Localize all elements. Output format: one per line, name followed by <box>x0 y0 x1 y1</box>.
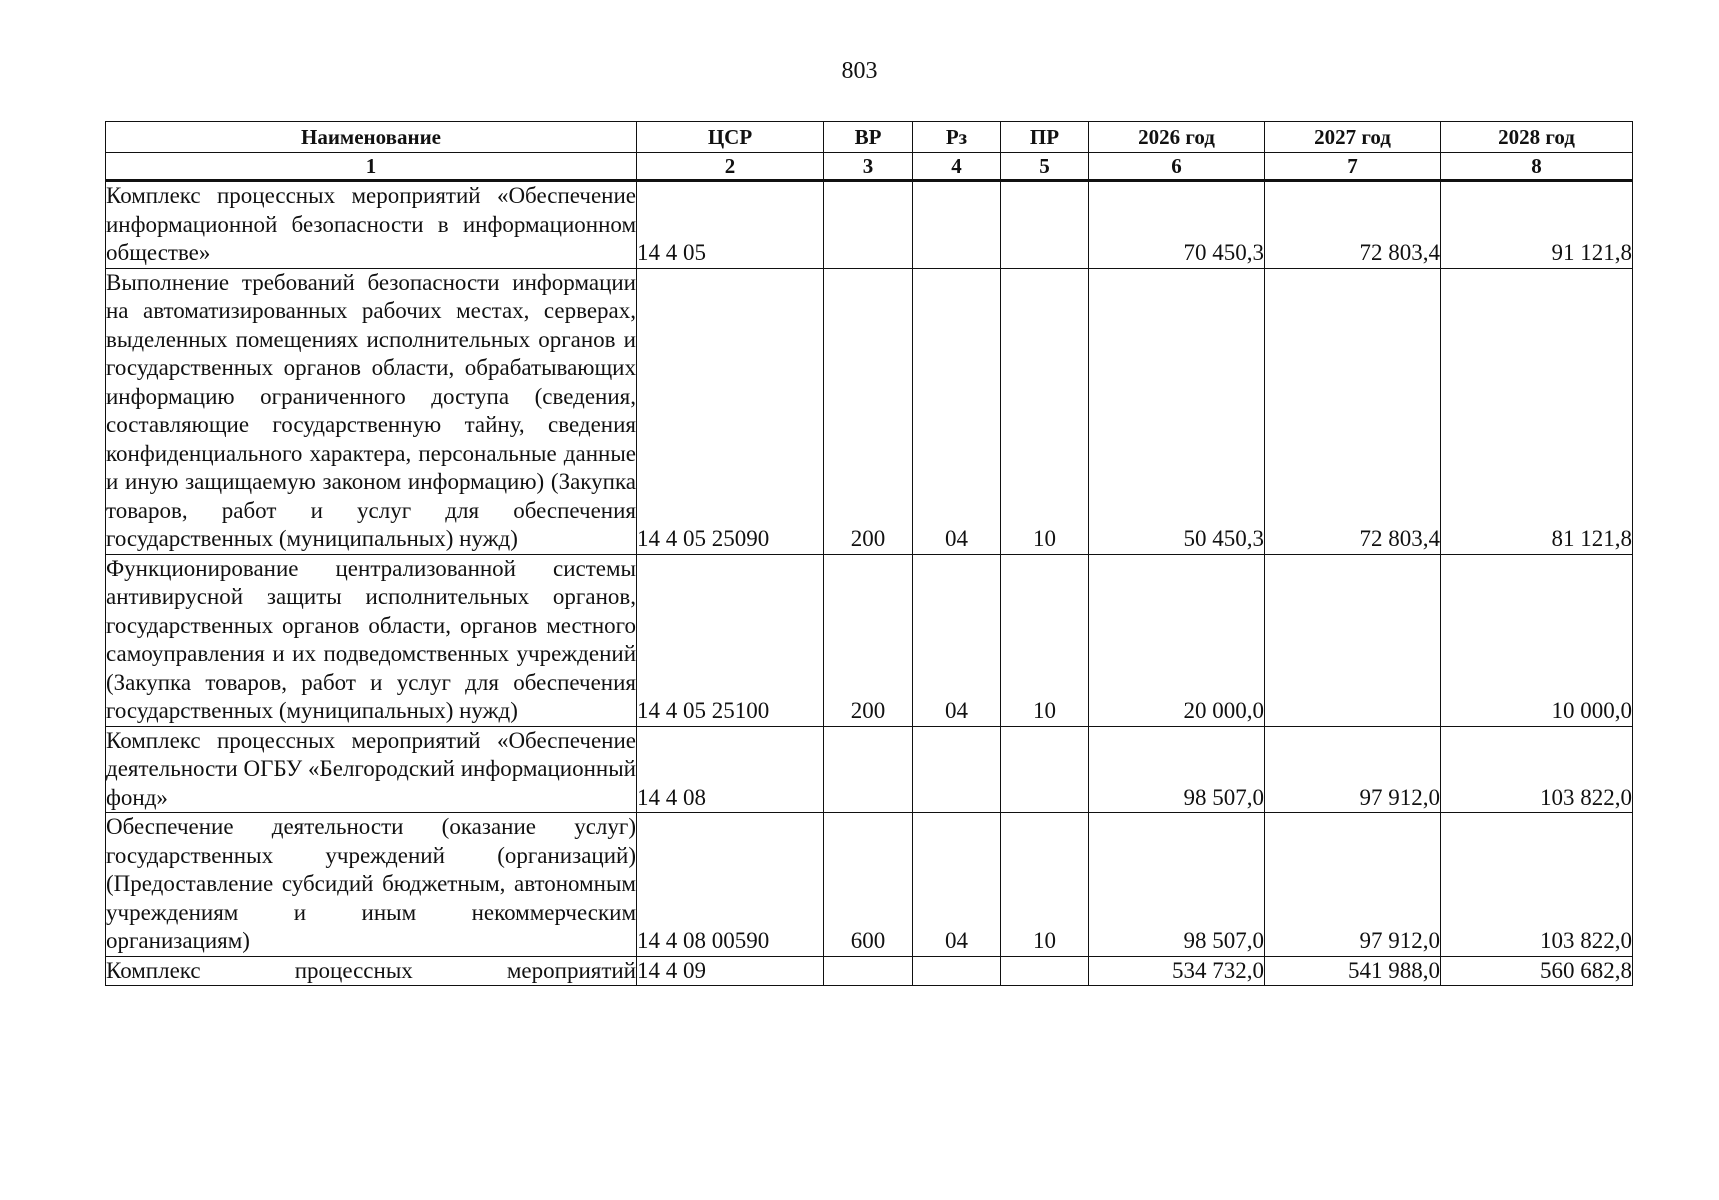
row-amount-2028: 10 000,0 <box>1441 554 1633 726</box>
row-pr <box>1001 726 1089 813</box>
header-2026: 2026 год <box>1089 122 1265 153</box>
table-row <box>106 554 1633 726</box>
row-vr: 200 <box>824 554 913 726</box>
row-name: Комплекс процессных мероприятий «Обеспечение информационной безопасности в информационном обществе» <box>106 181 637 269</box>
header-vr: ВР <box>824 122 913 153</box>
row-amount-2028: 81 121,8 <box>1441 268 1633 554</box>
page-number: 803 <box>841 58 878 84</box>
row-vr <box>824 181 913 269</box>
row-amount-2026: 534 732,0 <box>1089 956 1265 986</box>
column-number: 7 <box>1265 153 1441 181</box>
row-rz: 04 <box>913 268 1001 554</box>
row-vr <box>824 956 913 986</box>
table-row <box>106 956 1633 986</box>
row-name: Функционирование централизованной системы антивирусной защиты исполнительных органов, государственных органов области, органов местного самоуправления и их подведомственных учреждений (Закупка товаров, работ и услуг для обеспечения государственных (муниципальных) нужд) <box>106 554 637 726</box>
row-csr: 14 4 05 <box>637 181 824 269</box>
row-amount-2027: 97 912,0 <box>1265 726 1441 813</box>
row-vr: 200 <box>824 268 913 554</box>
column-number: 6 <box>1089 153 1265 181</box>
column-number: 8 <box>1441 153 1633 181</box>
row-pr: 10 <box>1001 554 1089 726</box>
row-pr <box>1001 956 1089 986</box>
column-number: 5 <box>1001 153 1089 181</box>
row-rz <box>913 956 1001 986</box>
header-2027: 2027 год <box>1265 122 1441 153</box>
row-csr: 14 4 08 00590 <box>637 813 824 957</box>
header-csr: ЦСР <box>637 122 824 153</box>
row-amount-2026: 98 507,0 <box>1089 813 1265 957</box>
row-name: Обеспечение деятельности (оказание услуг) государственных учреждений (организаций) (Предоставление субсидий бюджетным, автономным учреждениям и иным некоммерческим организациям) <box>106 813 637 957</box>
row-amount-2026: 50 450,3 <box>1089 268 1265 554</box>
header-pr: ПР <box>1001 122 1089 153</box>
column-number: 4 <box>913 153 1001 181</box>
row-vr <box>824 726 913 813</box>
row-amount-2026: 98 507,0 <box>1089 726 1265 813</box>
budget-table <box>105 121 1633 986</box>
row-amount-2028: 560 682,8 <box>1441 956 1633 986</box>
row-csr: 14 4 09 <box>637 956 824 986</box>
table-row <box>106 268 1633 554</box>
row-name: Комплекс процессных мероприятий «Обеспечение деятельности ОГБУ «Белгородский информационный фонд» <box>106 726 637 813</box>
header-name: Наименование <box>106 122 637 153</box>
row-rz <box>913 181 1001 269</box>
row-amount-2028: 103 822,0 <box>1441 813 1633 957</box>
row-amount-2028: 103 822,0 <box>1441 726 1633 813</box>
row-vr: 600 <box>824 813 913 957</box>
column-number: 3 <box>824 153 913 181</box>
row-name: Выполнение требований безопасности информации на автоматизированных рабочих местах, серверах, выделенных помещениях исполнительных органов и государственных органов области, обрабатывающих информацию ограниченного доступа (сведения, составляющие государственную тайну, сведения конфиденциального характера, персональные данные и иную защищаемую законом информацию) (Закупка товаров, работ и услуг для обеспечения государственных (муниципальных) нужд) <box>106 268 637 554</box>
row-csr: 14 4 05 25100 <box>637 554 824 726</box>
table-row <box>106 181 1633 269</box>
row-amount-2027: 72 803,4 <box>1265 268 1441 554</box>
row-csr: 14 4 08 <box>637 726 824 813</box>
header-rz: Рз <box>913 122 1001 153</box>
row-rz: 04 <box>913 554 1001 726</box>
row-csr: 14 4 05 25090 <box>637 268 824 554</box>
header-row <box>106 122 1633 153</box>
row-pr: 10 <box>1001 813 1089 957</box>
column-number: 2 <box>637 153 824 181</box>
row-amount-2026: 70 450,3 <box>1089 181 1265 269</box>
table-row <box>106 813 1633 957</box>
row-amount-2027: 541 988,0 <box>1265 956 1441 986</box>
row-amount-2027 <box>1265 554 1441 726</box>
row-rz <box>913 726 1001 813</box>
row-pr <box>1001 181 1089 269</box>
row-rz: 04 <box>913 813 1001 957</box>
header-2028: 2028 год <box>1441 122 1633 153</box>
row-name: Комплекс процессных мероприятий <box>106 956 637 986</box>
column-number: 1 <box>106 153 637 181</box>
row-pr: 10 <box>1001 268 1089 554</box>
column-number-row <box>106 153 1633 181</box>
row-amount-2027: 97 912,0 <box>1265 813 1441 957</box>
row-amount-2028: 91 121,8 <box>1441 181 1633 269</box>
row-amount-2026: 20 000,0 <box>1089 554 1265 726</box>
table-row <box>106 726 1633 813</box>
row-amount-2027: 72 803,4 <box>1265 181 1441 269</box>
